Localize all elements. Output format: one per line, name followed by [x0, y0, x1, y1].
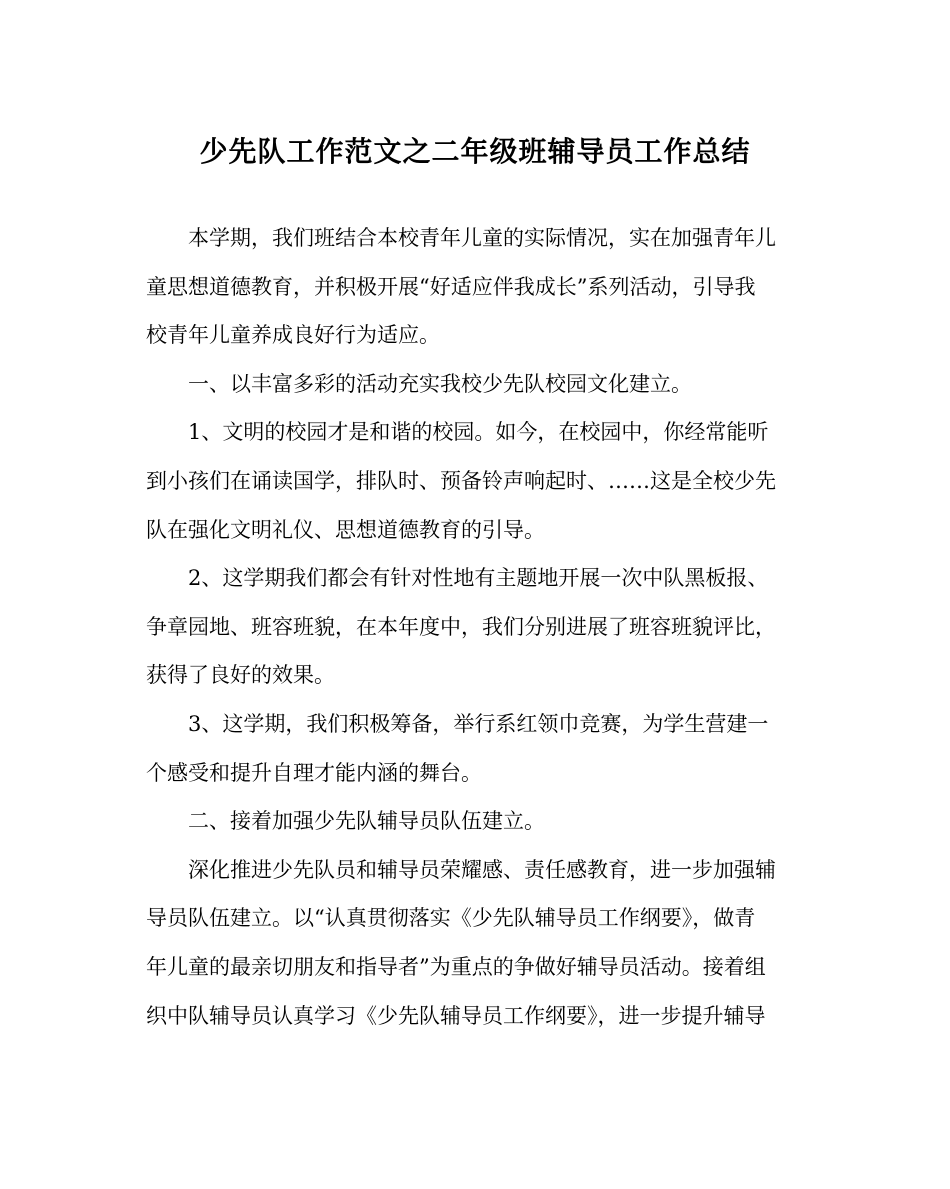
- text-line: 1、文明的校园才是和谐的校园。如今，在校园中，你经常能听: [188, 420, 769, 445]
- text-line: 争章园地、班容班貌，在本年度中，我们分别进展了班容班貌评比，: [146, 614, 776, 639]
- text-line: 个感受和提升自理才能内涵的舞台。: [146, 760, 482, 785]
- text-line: 导员队伍建立。以“认真贯彻落实《少先队辅导员工作纲要》，做青: [146, 906, 756, 931]
- text-line: 深化推进少先队员和辅导员荣耀感、责任感教育，进一步加强辅: [188, 857, 776, 882]
- text-line: 童思想道德教育，并积极开展“好适应伴我成长”系列活动，引导我: [146, 274, 756, 299]
- text-line: 3、这学期，我们积极筹备，举行系红领巾竞赛，为学生营建一: [188, 711, 769, 736]
- text-line: 二、接着加强少先队辅导员队伍建立。: [188, 809, 545, 834]
- document-title: 少先队工作范文之二年级班辅导员工作总结: [199, 135, 751, 168]
- document-body: [146, 214, 806, 1040]
- text-line: 年儿童的最亲切朋友和指导者”为重点的争做好辅导员活动。接着组: [146, 954, 766, 979]
- text-line: 队在强化文明礼仪、思想道德教育的引导。: [146, 517, 545, 542]
- text-line: 一、以丰富多彩的活动充实我校少先队校园文化建立。: [188, 371, 692, 396]
- text-line: 2、这学期我们都会有针对性地有主题地开展一次中队黑板报、: [188, 566, 769, 591]
- text-line: 织中队辅导员认真学习《少先队辅导员工作纲要》，进一步提升辅导: [146, 1003, 766, 1028]
- text-line: 校青年儿童养成良好行为适应。: [146, 323, 440, 348]
- text-line: 到小孩们在诵读国学，排队时、预备铃声响起时、……这是全校少先: [146, 468, 776, 493]
- text-line: 本学期，我们班结合本校青年儿童的实际情况，实在加强青年儿: [188, 226, 776, 250]
- text-line: 获得了良好的效果。: [146, 663, 335, 688]
